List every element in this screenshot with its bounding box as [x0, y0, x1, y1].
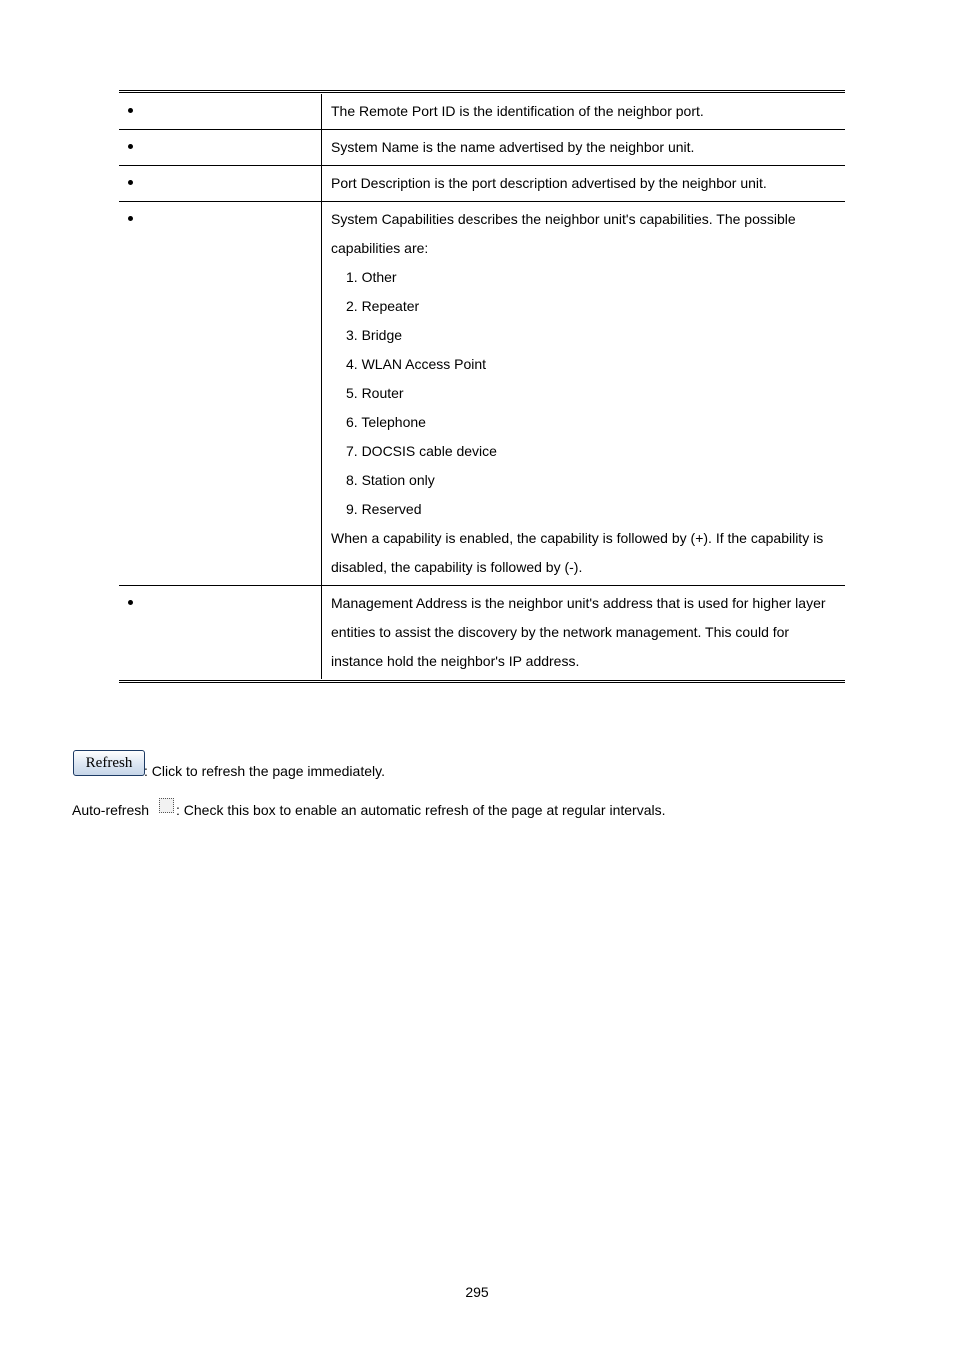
parameter-table-body: [119, 94, 845, 679]
auto-refresh-label: Auto-refresh: [72, 802, 150, 818]
object-cell: [119, 166, 322, 202]
description-cell: [322, 202, 846, 586]
list-item: 4. WLAN Access Point: [346, 356, 487, 372]
list-item: 5. Router: [346, 385, 404, 401]
list-item: 7. DOCSIS cable device: [346, 443, 497, 459]
bullet-icon: [128, 216, 133, 221]
capabilities-list: [331, 263, 837, 524]
refresh-row: [72, 750, 872, 780]
description-cell: [322, 130, 846, 166]
object-cell: [119, 586, 322, 680]
bullet-icon: [128, 180, 133, 185]
description-cell: [322, 94, 846, 130]
description-cell: [322, 586, 846, 680]
description-text: Management Address is the neighbor unit's address that is used for higher layer entities to assist the discovery by the network management. This could for instance hold the neighbor's IP address.: [331, 595, 826, 669]
table-row: [119, 202, 845, 586]
list-item: 9. Reserved: [346, 501, 422, 517]
object-cell: [119, 130, 322, 166]
auto-refresh-description: : Check this box to enable an automatic refresh of the page at regular intervals.: [176, 802, 666, 818]
table-row: [119, 586, 845, 680]
description-text: System Name is the name advertised by the neighbor unit.: [331, 139, 695, 155]
page-number: 295: [465, 1284, 489, 1300]
refresh-button[interactable]: Refresh: [73, 750, 145, 776]
bullet-icon: [128, 144, 133, 149]
auto-refresh-checkbox[interactable]: [159, 798, 174, 813]
list-item: 1. Other: [346, 269, 397, 285]
description-text: Port Description is the port description advertised by the neighbor unit.: [331, 175, 767, 191]
parameter-table: [119, 90, 845, 683]
table-row: [119, 166, 845, 202]
buttons-section: [72, 750, 872, 818]
refresh-description: : Click to refresh the page immediately.: [144, 763, 385, 779]
list-item: 6. Telephone: [346, 414, 426, 430]
object-cell: [119, 202, 322, 586]
list-item: 2. Repeater: [346, 298, 420, 314]
capabilities-note: When a capability is enabled, the capability is followed by (+). If the capability is disabled, the capability is followed by (-).: [331, 530, 824, 575]
bullet-icon: [128, 600, 133, 605]
description-text: The Remote Port ID is the identification of the neighbor port.: [331, 103, 704, 119]
list-item: 8. Station only: [346, 472, 435, 488]
list-item: 3. Bridge: [346, 327, 403, 343]
table-row: [119, 94, 845, 130]
description-cell: [322, 166, 846, 202]
object-cell: [119, 94, 322, 130]
table-row: [119, 130, 845, 166]
bullet-icon: [128, 108, 133, 113]
description-text: System Capabilities describes the neighbor unit's capabilities. The possible capabilities are:: [331, 211, 796, 256]
